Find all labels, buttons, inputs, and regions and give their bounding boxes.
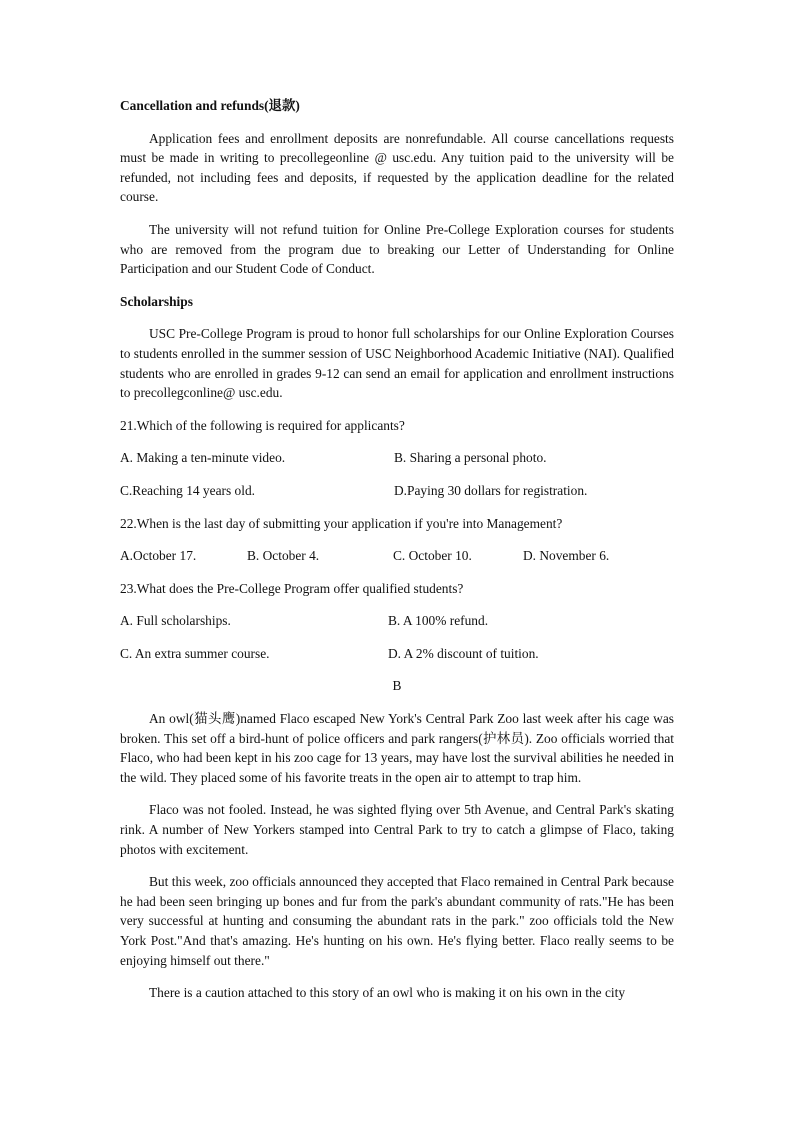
scholarships-paragraph: USC Pre-College Program is proud to honor full scholarships for our Online Exploration Courses to students enrolled in the summer session of USC Neighborhood Academic Initiative (NAI). Qualified students who are enrolled in grades 9-12 can send an email for application and enrollment instructions to precollegconline@ usc.edu. <box>120 326 674 401</box>
question-23-option-a: A. Full scholarships. <box>120 613 231 629</box>
question-21-options-row-2 <box>120 481 674 501</box>
question-21-option-d: D.Paying 30 dollars for registration. <box>394 482 588 498</box>
document-page <box>120 96 674 1003</box>
question-22-option-d: D. November 6. <box>523 548 610 564</box>
question-21-option-a: A. Making a ten-minute video. <box>120 450 286 466</box>
question-23-option-c: C. An extra summer course. <box>120 645 270 661</box>
question-23-option-b: B. A 100% refund. <box>388 613 489 629</box>
question-22-option-b: B. October 4. <box>247 548 320 564</box>
question-23-option-d: D. A 2% discount of tuition. <box>388 645 539 661</box>
section-b-label: B <box>392 678 402 694</box>
passage-b-paragraph-4: There is a caution attached to this story of an owl who is making it on his own in the city <box>149 985 626 1001</box>
passage-b-paragraph-3: But this week, zoo officials announced they accepted that Flaco remained in Central Park because he had been seen bringing up bones and fur from the park's abundant community of rats."He has been very successful at hunting and consuming the abundant rats in the park." zoo officials told the New York Post."And that's amazing. He's hunting on his own. He's flying better. Flaco really seems to be enjoying himself out there." <box>120 874 674 968</box>
cancellation-paragraph-2: The university will not refund tuition for Online Pre-College Exploration courses for students who are removed from the program due to breaking our Letter of Understanding for Online Participation and our Student Code of Conduct. <box>120 221 674 277</box>
cancellation-paragraph-1: Application fees and enrollment deposits are nonrefundable. All course cancellations requests must be made in writing to precollegeonline @ usc.edu. Any tuition paid to the university will be refunded, not including fees and deposits, if requested by the application deadline for the related course. <box>120 130 674 205</box>
scholarships-heading: Scholarships <box>120 293 193 309</box>
passage-b-paragraph-2: Flaco was not fooled. Instead, he was sighted flying over 5th Avenue, and Central Park's skating rink. A number of New Yorkers stamped into Central Park to try to catch a glimpse of Flaco, taking photos with excitement. <box>120 802 674 857</box>
question-22-option-c: C. October 10. <box>393 548 472 564</box>
question-22-stem: 22.When is the last day of submitting your application if you're into Management? <box>120 515 563 531</box>
question-21-stem: 21.Which of the following is required for applicants? <box>120 417 405 433</box>
cancellation-heading: Cancellation and refunds(退款) <box>120 98 300 113</box>
passage-b-paragraph-1: An owl(猫头鹰)named Flaco escaped New York's Central Park Zoo last week after his cage was broken. This set off a bird-hunt of police officers and park rangers(护林员). Zoo officials worried that Flaco, who had been kept in his zoo cage for 13 years, may have lost the survival abilities he needed in the wild. They placed some of his favorite treats in the open air to attempt to trap him. <box>120 711 674 785</box>
question-21-options-row-1 <box>120 448 674 468</box>
question-21-option-c: C.Reaching 14 years old. <box>120 482 255 498</box>
question-23-options-row-1 <box>120 611 674 631</box>
question-23-options-row-2 <box>120 644 674 664</box>
question-21-option-b: B. Sharing a personal photo. <box>394 450 547 466</box>
question-22-options-row <box>120 546 674 566</box>
question-23-stem: 23.What does the Pre-College Program offer qualified students? <box>120 580 464 596</box>
question-22-option-a: A.October 17. <box>120 548 197 564</box>
